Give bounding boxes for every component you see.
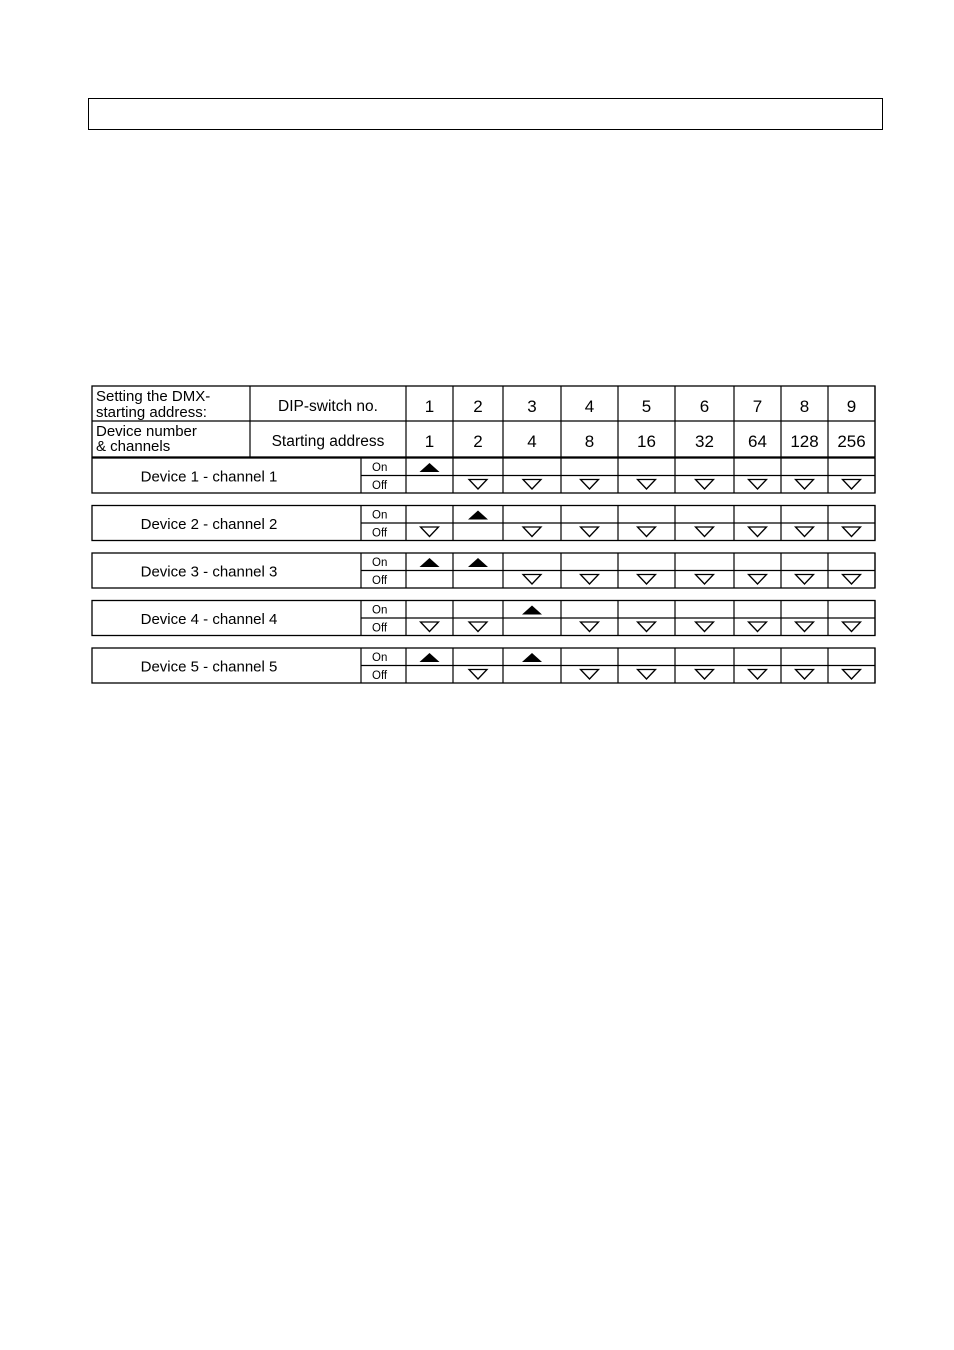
switch-off-marker <box>796 527 814 537</box>
switch-off-marker <box>638 670 656 680</box>
starting-address-label: Starting address <box>271 433 385 450</box>
address-value: 16 <box>637 432 656 451</box>
switch-off-marker <box>523 527 541 537</box>
address-value: 64 <box>748 432 767 451</box>
switch-off-marker <box>843 670 861 680</box>
dip-switch-no-label: DIP-switch no. <box>278 398 378 415</box>
switch-on-marker <box>420 653 440 662</box>
switch-number: 6 <box>699 397 710 416</box>
off-label: Off <box>372 527 388 540</box>
switch-off-marker <box>843 480 861 490</box>
address-value: 32 <box>695 432 714 451</box>
address-value: 1 <box>424 432 435 451</box>
switch-off-marker <box>796 480 814 490</box>
switch-off-marker <box>638 527 656 537</box>
switch-off-marker <box>581 527 599 537</box>
switch-off-marker <box>638 575 656 585</box>
switch-on-marker <box>468 511 488 520</box>
address-value: 2 <box>473 432 483 451</box>
switch-on-marker <box>420 558 440 567</box>
switch-number: 4 <box>584 397 595 416</box>
switch-off-marker <box>523 575 541 585</box>
on-label: On <box>372 557 388 569</box>
device-label: Device 3 - channel 3 <box>140 563 278 581</box>
switch-number: 3 <box>527 397 537 416</box>
device-label: Device 4 - channel 4 <box>140 611 278 628</box>
switch-off-marker <box>696 480 714 490</box>
switch-off-marker <box>421 622 439 632</box>
switch-off-marker <box>421 527 439 537</box>
switch-off-marker <box>638 480 656 490</box>
switch-off-marker <box>581 575 599 585</box>
switch-off-marker <box>796 670 814 680</box>
off-label: Off <box>372 575 388 587</box>
switch-number: 9 <box>846 397 857 416</box>
device-label: Device 5 - channel 5 <box>140 658 278 676</box>
switch-off-marker <box>749 622 767 632</box>
address-value: 8 <box>584 432 595 451</box>
switch-on-marker <box>522 606 542 615</box>
switch-off-marker <box>469 622 487 632</box>
on-label: On <box>372 604 388 617</box>
switch-on-marker <box>468 558 488 567</box>
on-label: On <box>372 509 388 522</box>
switch-off-marker <box>843 622 861 632</box>
switch-on-marker <box>420 463 440 472</box>
switch-number: 8 <box>799 397 810 416</box>
switch-number: 2 <box>473 397 483 416</box>
switch-off-marker <box>581 480 599 490</box>
switch-number: 5 <box>641 397 652 416</box>
switch-off-marker <box>749 480 767 490</box>
switch-off-marker <box>749 670 767 680</box>
switch-off-marker <box>696 575 714 585</box>
on-label: On <box>372 462 388 474</box>
device-number-label-line2: & channels <box>96 438 171 455</box>
switch-off-marker <box>523 480 541 490</box>
switch-off-marker <box>696 670 714 680</box>
device-label: Device 2 - channel 2 <box>140 516 278 533</box>
switch-off-marker <box>581 670 599 680</box>
switch-number: 7 <box>752 397 763 416</box>
switch-off-marker <box>843 575 861 585</box>
switch-off-marker <box>696 527 714 537</box>
switch-off-marker <box>796 575 814 585</box>
switch-off-marker <box>469 670 487 680</box>
off-label: Off <box>372 622 388 635</box>
off-label: Off <box>372 480 388 492</box>
address-value: 128 <box>790 432 819 451</box>
device-number-label-line1: Device number <box>96 423 197 440</box>
off-label: Off <box>372 670 388 682</box>
on-label: On <box>372 652 388 664</box>
switch-number: 1 <box>424 397 435 416</box>
switch-off-marker <box>469 480 487 490</box>
switch-off-marker <box>749 527 767 537</box>
address-value: 4 <box>527 432 537 451</box>
header-label-line1: Setting the DMX- <box>96 388 211 405</box>
header-label-line2: starting address: <box>96 404 207 421</box>
device-label: Device 1 - channel 1 <box>140 468 278 486</box>
dip-switch-table <box>91 385 876 685</box>
switch-off-marker <box>696 622 714 632</box>
header-box <box>88 98 883 130</box>
switch-on-marker <box>522 653 542 662</box>
switch-off-marker <box>796 622 814 632</box>
address-value: 256 <box>837 432 866 451</box>
switch-off-marker <box>749 575 767 585</box>
switch-off-marker <box>843 527 861 537</box>
switch-off-marker <box>638 622 656 632</box>
switch-off-marker <box>581 622 599 632</box>
